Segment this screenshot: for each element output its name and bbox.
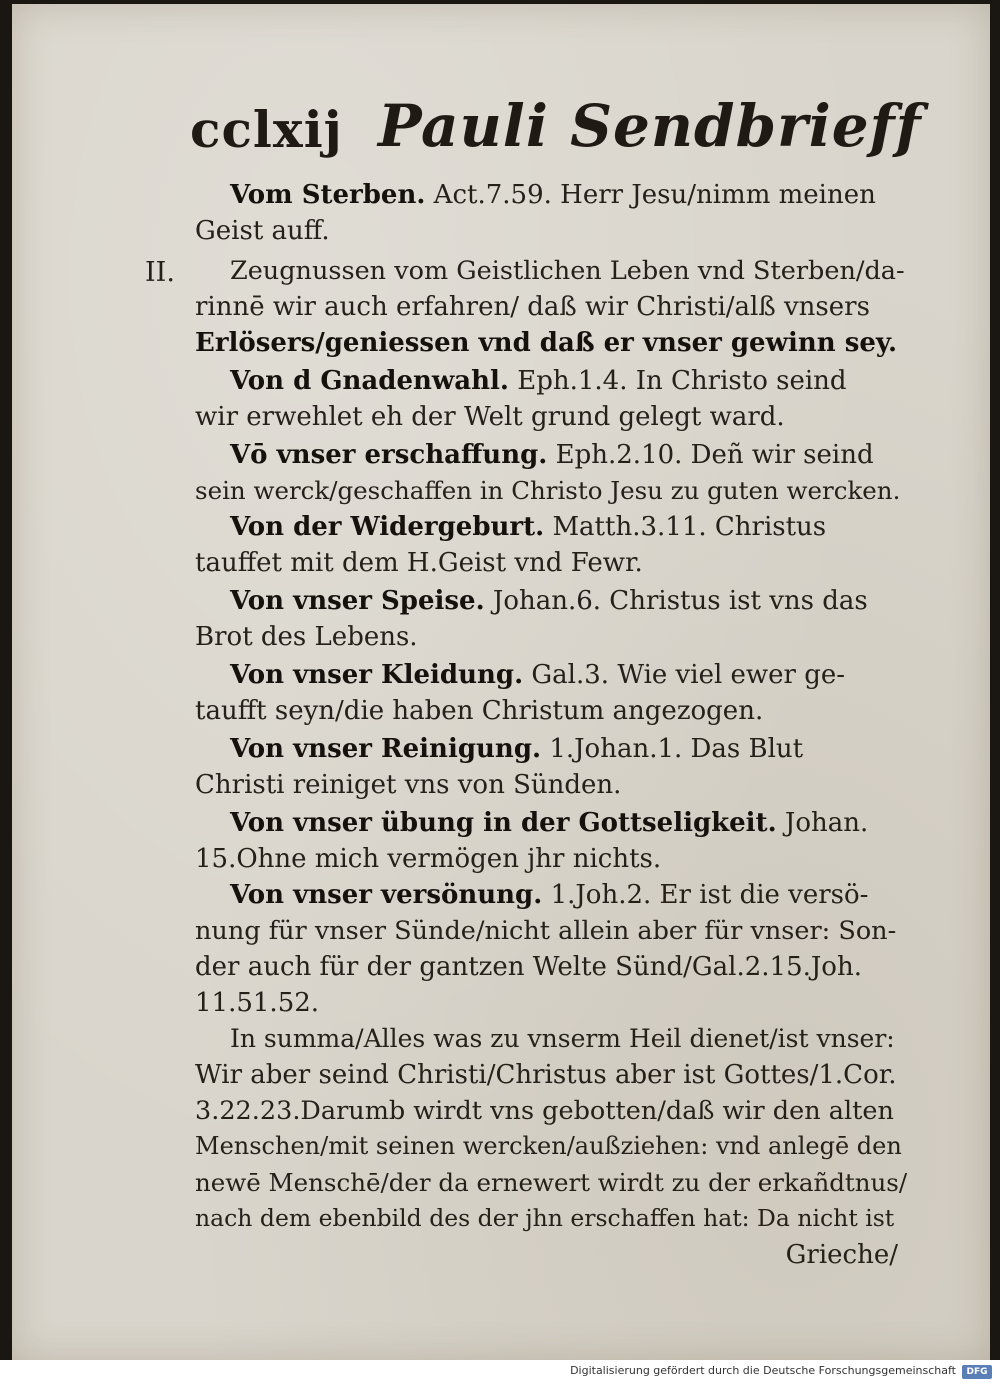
line-heading: Von vnser Reinigung. (230, 734, 542, 764)
text-line (195, 916, 907, 946)
text-line (195, 1168, 907, 1197)
line-text: Eph.1.4. In Christo seind (517, 366, 847, 396)
line-text: rinnē wir auch erfahren/ daß wir Christi/alß vnsers (195, 292, 870, 322)
folio-number: cclxij (190, 100, 343, 159)
text-line (230, 1024, 907, 1053)
text-line (195, 696, 907, 726)
line-text: Act.7.59. Herr Jesu/nimm meinen (433, 180, 876, 210)
line-text: 1.Johan.1. Das Blut (549, 734, 804, 764)
text-line (195, 770, 907, 800)
line-text: 3.22.23.Darumb wirdt vns gebotten/daß wir den alten (195, 1096, 894, 1126)
funding-credit: Digitalisierung gefördert durch die Deutsche Forschungsgemeinschaft (570, 1364, 956, 1377)
text-line (195, 988, 907, 1018)
dfg-logo-icon: DFG (962, 1365, 992, 1379)
section-number: II. (145, 257, 175, 288)
text-line (195, 952, 907, 982)
line-text: Christi reiniget vns von Sünden. (195, 770, 622, 800)
line-text: Brot des Lebens. (195, 622, 418, 652)
text-line (230, 660, 907, 690)
scanned-page (12, 4, 990, 1360)
text-line (195, 216, 907, 246)
line-text: 11.51.52. (195, 988, 320, 1018)
text-line (230, 256, 907, 286)
line-text: In summa/Alles was zu vnserm Heil dienet/ist vnser: (230, 1024, 895, 1053)
text-line (195, 402, 907, 432)
text-line (195, 1060, 907, 1090)
line-text: taufft seyn/die haben Christum angezogen. (195, 696, 764, 726)
line-text: newē Menschē/der da ernewert wirdt zu der erkañdtnus/ (195, 1168, 908, 1197)
text-line (230, 180, 907, 210)
line-heading: Von vnser Speise. (230, 586, 485, 616)
line-text: Geist auff. (195, 216, 330, 246)
text-line (230, 880, 907, 910)
text-line (230, 734, 907, 764)
text-line (230, 440, 907, 470)
text-line (195, 1204, 907, 1232)
line-heading: Von vnser Kleidung. (230, 660, 524, 690)
line-text: Menschen/mit seinen wercken/außziehen: vnd anlegē den (195, 1132, 902, 1160)
text-line (230, 586, 907, 616)
text-line (230, 512, 907, 542)
line-text: Johan.6. Christus ist vns das (492, 586, 868, 616)
line-text: 15.Ohne mich vermögen jhr nichts. (195, 844, 662, 874)
line-text: der auch für der gantzen Welte Sünd/Gal.2.15.Joh. (195, 952, 862, 982)
line-heading: Von der Widergeburt. (230, 512, 545, 542)
line-text: Matth.3.11. Christus (552, 512, 827, 542)
line-text: Eph.2.10. Deñ wir seind (555, 440, 874, 470)
line-text: Grieche/ (785, 1240, 898, 1270)
body-text (12, 4, 990, 1360)
line-text: nach dem ebenbild des der jhn erschaffen hat: Da nicht ist (195, 1204, 895, 1232)
line-text: nung für vnser Sünde/nicht allein aber für vnser: Son- (195, 916, 897, 946)
line-heading: Von vnser versönung. (230, 880, 543, 910)
catchword (786, 1240, 898, 1270)
text-line (195, 1132, 907, 1160)
text-line (230, 808, 907, 838)
line-heading: Vō vnser erschaffung. (230, 440, 548, 470)
line-heading: Vom Sterben. (230, 180, 426, 210)
line-text: sein werck/geschaffen in Christo Jesu zu guten wercken. (195, 476, 901, 505)
line-text: tauffet mit dem H.Geist vnd Fewr. (195, 548, 643, 578)
line-text: Gal.3. Wie viel ewer ge- (531, 660, 846, 690)
footer-bar (0, 1360, 1000, 1384)
line-text: Wir aber seind Christi/Christus aber ist Gottes/1.Cor. (195, 1060, 897, 1090)
text-line (195, 548, 907, 578)
text-line (195, 476, 907, 505)
text-line (195, 622, 907, 652)
line-text: 1.Joh.2. Er ist die versö- (550, 880, 869, 910)
running-title: Pauli Sendbrieff (378, 92, 922, 160)
text-line (195, 292, 907, 322)
line-text: Erlösers/geniessen vnd daß er vnser gewinn sey. (195, 328, 898, 358)
text-line (195, 328, 907, 358)
line-text: Zeugnussen vom Geistlichen Leben vnd Sterben/da- (230, 256, 905, 286)
line-heading: Von vnser übung in der Gottseligkeit. (230, 808, 777, 838)
text-line (195, 844, 907, 874)
line-text: Johan. (784, 808, 869, 838)
line-text: wir erwehlet eh der Welt grund gelegt ward. (195, 402, 785, 432)
text-line (230, 366, 907, 396)
line-heading: Von d Gnadenwahl. (230, 366, 509, 396)
text-line (195, 1096, 907, 1126)
